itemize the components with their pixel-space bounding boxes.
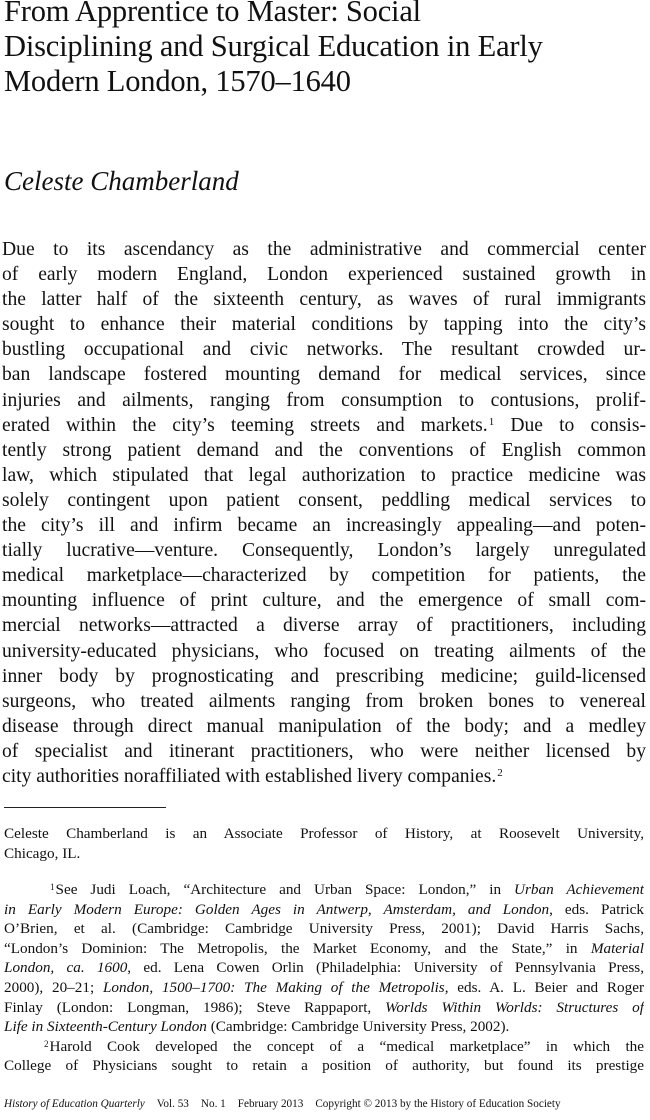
title-line: Disciplining and Surgical Education in Early (4, 29, 543, 63)
footnote-1-line: O’Brien, et al. (Cambridge: Cambridge University Press, 2001); David Harris Sachs, (4, 920, 644, 938)
footnote-1-line (4, 880, 644, 900)
body-line: disease through direct manual manipulation of the body; and a medley (2, 715, 646, 737)
footnote-1-line (4, 998, 644, 1018)
body-paragraph (2, 237, 646, 789)
body-line: surgeons, who treated ailments ranging from broken bones to venereal (2, 690, 646, 712)
body-line: of early modern England, London experienced sustained growth in (2, 264, 646, 286)
body-line: mounting influence of print culture, and the emergence of small com- (2, 590, 646, 612)
footnote-marker: 1 (50, 882, 55, 892)
footnote-title: Material (590, 939, 644, 957)
article-title (4, 0, 644, 99)
body-line: injuries and ailments, ranging from consumption to contusions, prolif- (2, 389, 646, 411)
body-line: inner body by prognosticating and prescribing medicine; guild-licensed (2, 665, 646, 687)
running-footer (4, 1098, 646, 1110)
affiliation-line: Celeste Chamberland is an Associate Professor of History, at Roosevelt University, (4, 825, 644, 842)
body-line: sought to enhance their material conditions by tapping into the city’s (2, 314, 646, 336)
body-line: university-educated physicians, who focused on treating ailments of the (2, 640, 646, 662)
footnote-title: Urban Achievement (514, 881, 644, 898)
body-line: medical marketplace—characterized by competition for patients, the (2, 565, 646, 587)
affiliation-line: Chicago, IL. (4, 844, 81, 862)
author-affiliation (4, 824, 644, 863)
footnote-1-line (4, 1017, 644, 1037)
footnote-text: See Judi Loach, “Architecture and Urban Space: London,” in (55, 881, 515, 898)
author-name: Celeste Chamberland (4, 166, 239, 196)
footnote-title: in Early Modern Europe: Golden Ages in Antwerp, Amsterdam, and London (4, 900, 550, 918)
footnote-ref-1[interactable]: 1 (488, 415, 495, 428)
body-line: mercial networks—attracted a diverse array of practitioners, including (2, 615, 646, 637)
footnote-text: “London’s Dominion: The Metropolis, the Market Economy, and the State,” in (4, 939, 591, 957)
footnote-2-line (4, 1037, 644, 1057)
footnote-title: Worlds Within Worlds: Structures of (385, 998, 644, 1016)
body-line-with-footnote (2, 764, 646, 789)
body-line: law, which stipulated that legal authorization to practice medicine was (2, 464, 646, 486)
body-line: bustling occupational and civic networks. The resultant crowded ur- (2, 339, 646, 361)
title-line: From Apprentice to Master: Social (4, 0, 421, 28)
footnote-title: Life in Sixteenth-Century London (4, 1018, 207, 1036)
footnote-marker: 2 (44, 1038, 49, 1049)
footnote-1-line (4, 958, 644, 978)
footnote-text: , eds. A. L. Beier and Roger (444, 978, 644, 996)
footnote-text: Harold Cook developed the concept of a “medical marketplace” in which the (49, 1037, 644, 1055)
body-line-text: erated within the city’s teeming streets and markets. (2, 414, 488, 436)
footnote-1-line (4, 978, 644, 998)
body-line: ban landscape fostered mounting demand for medical services, since (2, 364, 646, 386)
body-line: tently strong patient demand and the conventions of English common (2, 439, 646, 461)
journal-number: No. 1 (200, 1098, 226, 1110)
journal-name: History of Education Quarterly (4, 1098, 145, 1110)
body-line: Due to its ascendancy as the administrative and commercial center (2, 239, 646, 260)
footnote-text: Finlay (London: Longman, 1986); Steve Rappaport, (4, 998, 386, 1016)
body-line: tially lucrative—venture. Consequently, London’s largely unregulated (2, 540, 646, 562)
copyright-notice: Copyright © 2013 by the History of Education Society (315, 1098, 561, 1110)
footnote-1-line (4, 900, 644, 920)
journal-volume: Vol. 53 (156, 1098, 189, 1110)
footnote-text: , ed. Lena Cowen Orlin (Philadelphia: University of Pennsylvania Press, (127, 959, 644, 977)
body-line: solely contingent upon patient consent, peddling medical services to (2, 489, 646, 511)
footnote-1-line (4, 939, 644, 959)
body-line: of specialist and itinerant practitioners, who were neither licensed by (2, 740, 646, 762)
footnote-divider (4, 807, 166, 808)
title-line: Modern London, 1570–1640 (4, 64, 351, 98)
footnote-2-line: College of Physicians sought to retain a position of authority, but found its prestige (4, 1057, 644, 1075)
footnote-title: London, 1500–1700: The Making of the Metropolis (102, 978, 445, 996)
footnote-text: , eds. Patrick (549, 900, 644, 918)
footnotes (4, 880, 644, 1076)
body-line: the city’s ill and infirm became an increasingly appealing—and poten- (2, 515, 646, 537)
body-line: the latter half of the sixteenth century, as waves of rural immigrants (2, 289, 646, 311)
journal-date: February 2013 (237, 1098, 304, 1110)
body-line-text: city authorities noraffiliated with established livery companies. (2, 765, 497, 787)
footnote-ref-2[interactable]: 2 (497, 766, 503, 779)
footnote-text: 2000), 20–21; (4, 978, 103, 996)
body-line-text: Due to consis- (494, 414, 646, 436)
body-line-with-footnote (2, 413, 646, 438)
footnote-text: (Cambridge: Cambridge University Press, 2002). (206, 1018, 510, 1036)
footnote-title: London, ca. 1600 (4, 959, 128, 977)
